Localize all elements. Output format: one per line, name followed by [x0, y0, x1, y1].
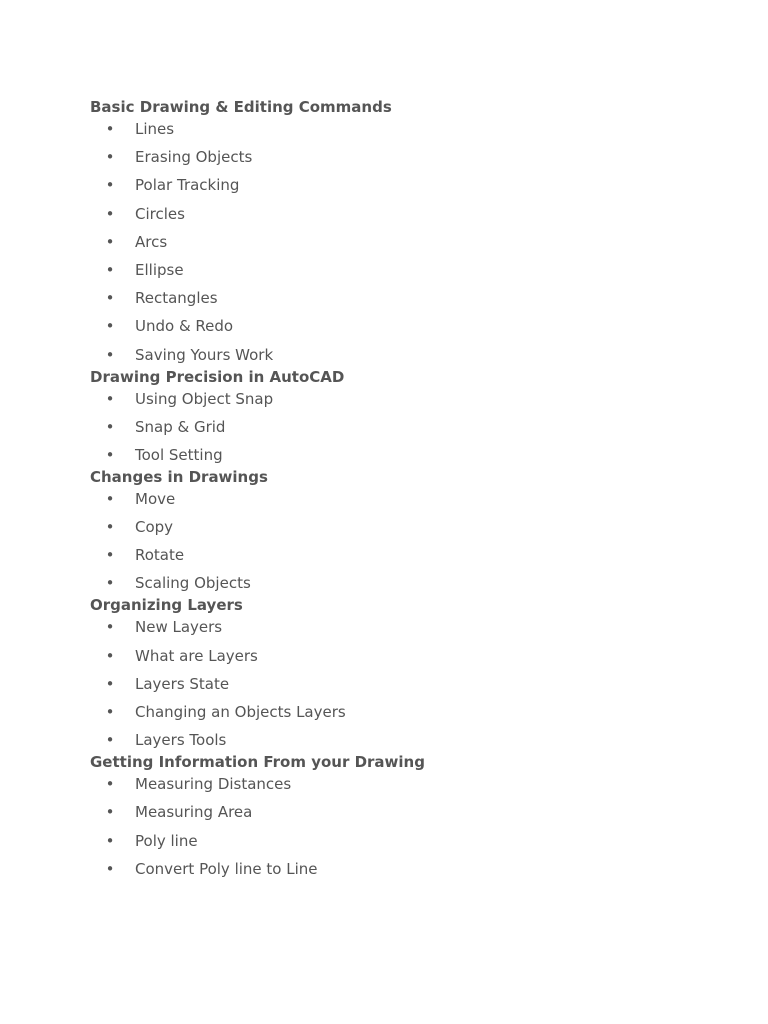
bullet-icon: •	[105, 518, 115, 537]
list-item	[90, 729, 730, 751]
list-item	[90, 344, 730, 366]
section-heading: Basic Drawing & Editing Commands	[90, 98, 392, 116]
list-item-text: Layers Tools	[135, 731, 227, 750]
list-item	[90, 231, 730, 259]
bullet-icon: •	[105, 389, 115, 408]
list-item-text: New Layers	[135, 618, 223, 637]
list-item-text: Changing an Objects Layers	[135, 703, 346, 721]
list-item	[90, 203, 730, 231]
list-item	[90, 773, 730, 801]
bullet-icon: •	[105, 618, 115, 637]
list-item-text: Using Object Snap	[135, 389, 274, 408]
list-item	[90, 315, 730, 343]
list-item-text: Layers State	[135, 674, 230, 693]
list-item	[90, 801, 730, 829]
bullet-icon: •	[105, 674, 115, 693]
bullet-icon: •	[105, 148, 115, 167]
bullet-list	[90, 616, 730, 751]
list-item-text: Poly line	[135, 831, 198, 850]
bullet-list	[90, 488, 730, 595]
bullet-list	[90, 118, 730, 366]
list-item-text: Undo & Redo	[135, 317, 234, 336]
list-item-text: Move	[135, 489, 176, 508]
list-item-text: Ellipse	[135, 260, 184, 279]
bullet-icon: •	[105, 803, 115, 822]
bullet-icon: •	[105, 489, 115, 508]
list-item	[90, 444, 730, 466]
bullet-icon: •	[105, 703, 115, 721]
list-item	[90, 516, 730, 544]
bullet-icon: •	[105, 546, 115, 565]
list-item-text: Measuring Area	[135, 803, 253, 822]
list-item-text: Polar Tracking	[135, 176, 240, 195]
list-item	[90, 701, 730, 729]
bullet-icon: •	[105, 317, 115, 336]
list-item-text: Convert Poly line to Line	[135, 859, 318, 878]
list-item-text: Saving Yours Work	[135, 345, 274, 364]
bullet-icon: •	[105, 775, 115, 794]
section-heading: Organizing Layers	[90, 596, 243, 615]
list-item	[90, 146, 730, 174]
document-page	[90, 96, 730, 880]
list-item	[90, 488, 730, 516]
list-item-text: Measuring Distances	[135, 775, 292, 794]
bullet-icon: •	[105, 176, 115, 195]
section-heading: Drawing Precision in AutoCAD	[90, 367, 345, 386]
bullet-icon: •	[105, 289, 115, 308]
list-item	[90, 174, 730, 202]
list-item	[90, 118, 730, 146]
list-item-text: Tool Setting	[135, 445, 223, 464]
list-item-text: Scaling Objects	[135, 574, 251, 593]
list-item	[90, 287, 730, 315]
bullet-list	[90, 388, 730, 466]
bullet-icon: •	[105, 859, 115, 878]
list-item	[90, 388, 730, 416]
section-heading: Changes in Drawings	[90, 467, 268, 486]
bullet-list	[90, 773, 730, 880]
list-item-text: Rectangles	[135, 289, 218, 308]
bullet-icon: •	[105, 120, 115, 138]
list-item-text: Copy	[135, 518, 174, 537]
list-item-text: Arcs	[135, 232, 168, 251]
bullet-icon: •	[105, 731, 115, 750]
list-item	[90, 830, 730, 858]
list-item	[90, 858, 730, 880]
list-item-text: Circles	[135, 204, 185, 223]
list-item	[90, 572, 730, 594]
bullet-icon: •	[105, 204, 115, 223]
bullet-icon: •	[105, 232, 115, 251]
list-item-text: Snap & Grid	[135, 417, 226, 436]
list-item	[90, 259, 730, 287]
list-item	[90, 544, 730, 572]
list-item-text: Lines	[135, 120, 175, 138]
list-item-text: Erasing Objects	[135, 148, 253, 167]
list-item	[90, 645, 730, 673]
bullet-icon: •	[105, 445, 115, 464]
bullet-icon: •	[105, 417, 115, 436]
bullet-icon: •	[105, 831, 115, 850]
list-item	[90, 616, 730, 644]
bullet-icon: •	[105, 260, 115, 279]
section-heading: Getting Information From your Drawing	[90, 753, 425, 772]
list-item-text: Rotate	[135, 546, 185, 565]
bullet-icon: •	[105, 574, 115, 593]
list-item	[90, 673, 730, 701]
bullet-icon: •	[105, 646, 115, 665]
list-item	[90, 416, 730, 444]
bullet-icon: •	[105, 345, 115, 364]
list-item-text: What are Layers	[135, 646, 258, 665]
